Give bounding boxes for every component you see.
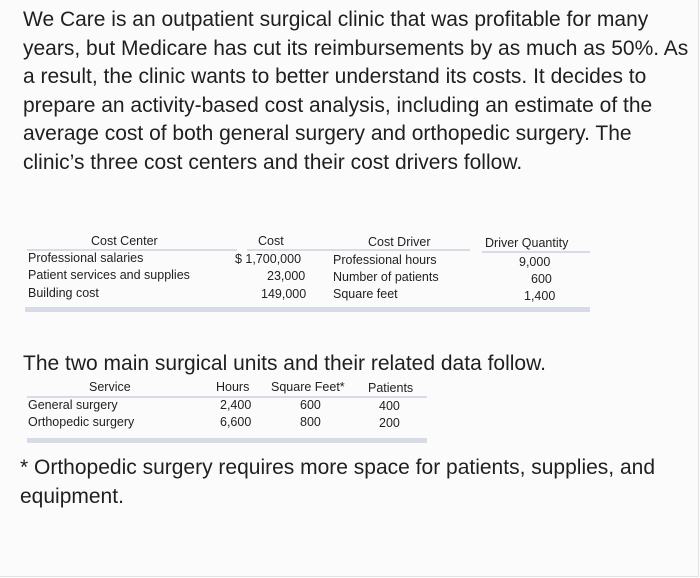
intro-paragraph: We Care is an outpatient surgical clinic that was profitable for many years, but Medicare has cut its reimbursements by as much as 50%. As a result, the clinic wants to better understand its costs. It decides to prepare an activity-based cost analysis, including an estimate of the average cost of both general surgery and orthopedic surgery. The clinic’s three cost centers and their cost drivers follow. [23,8,689,174]
table-row-1-driver: Professional hours [333,253,437,267]
header-hours: Hours [216,380,250,394]
units-bottom-rule [27,438,427,443]
header-underline-cost [247,249,332,251]
header-service: Service [89,380,131,394]
table-bottom-rule [25,307,590,312]
units-row-1-hours: 2,400 [220,398,252,412]
table-row-3-quantity: 1,400 [524,289,556,303]
header-underline-driver [330,249,470,251]
units-row-1-patients: 400 [379,399,400,413]
table-row-1-cost: $ 1,700,000 [235,252,302,266]
header-square-feet: Square Feet* [271,380,345,394]
table-row-1-quantity: 9,000 [519,255,551,269]
table-row-2-cost: 23,000 [267,269,306,283]
table-row-2-driver: Number of patients [333,270,439,284]
header-patients: Patients [368,381,414,395]
header-driver-quantity: Driver Quantity [485,236,569,250]
units-row-2-service: Orthopedic surgery [28,415,135,429]
units-row-2-sqft: 800 [300,415,321,429]
table-row-3-cost: 149,000 [261,287,307,301]
table-row-3-driver: Square feet [333,287,398,301]
table-row-2-center: Patient services and supplies [28,268,190,282]
header-cost: Cost [258,234,284,248]
units-row-1-sqft: 600 [300,398,321,412]
units-row-1-service: General surgery [28,398,118,412]
table-row-1-center: Professional salaries [28,251,144,265]
units-row-2-patients: 200 [379,416,400,430]
header-cost-driver: Cost Driver [368,235,431,249]
footnote: * Orthopedic surgery requires more space for patients, supplies, and equipment. [20,456,655,508]
table-row-3-center: Building cost [28,286,99,300]
header-cost-center: Cost Center [91,234,158,248]
units-row-2-hours: 6,600 [220,415,252,429]
table-row-2-quantity: 600 [531,272,552,286]
units-intro: The two main surgical units and their related data follow. [23,352,546,375]
header-underline-quantity [482,251,590,253]
